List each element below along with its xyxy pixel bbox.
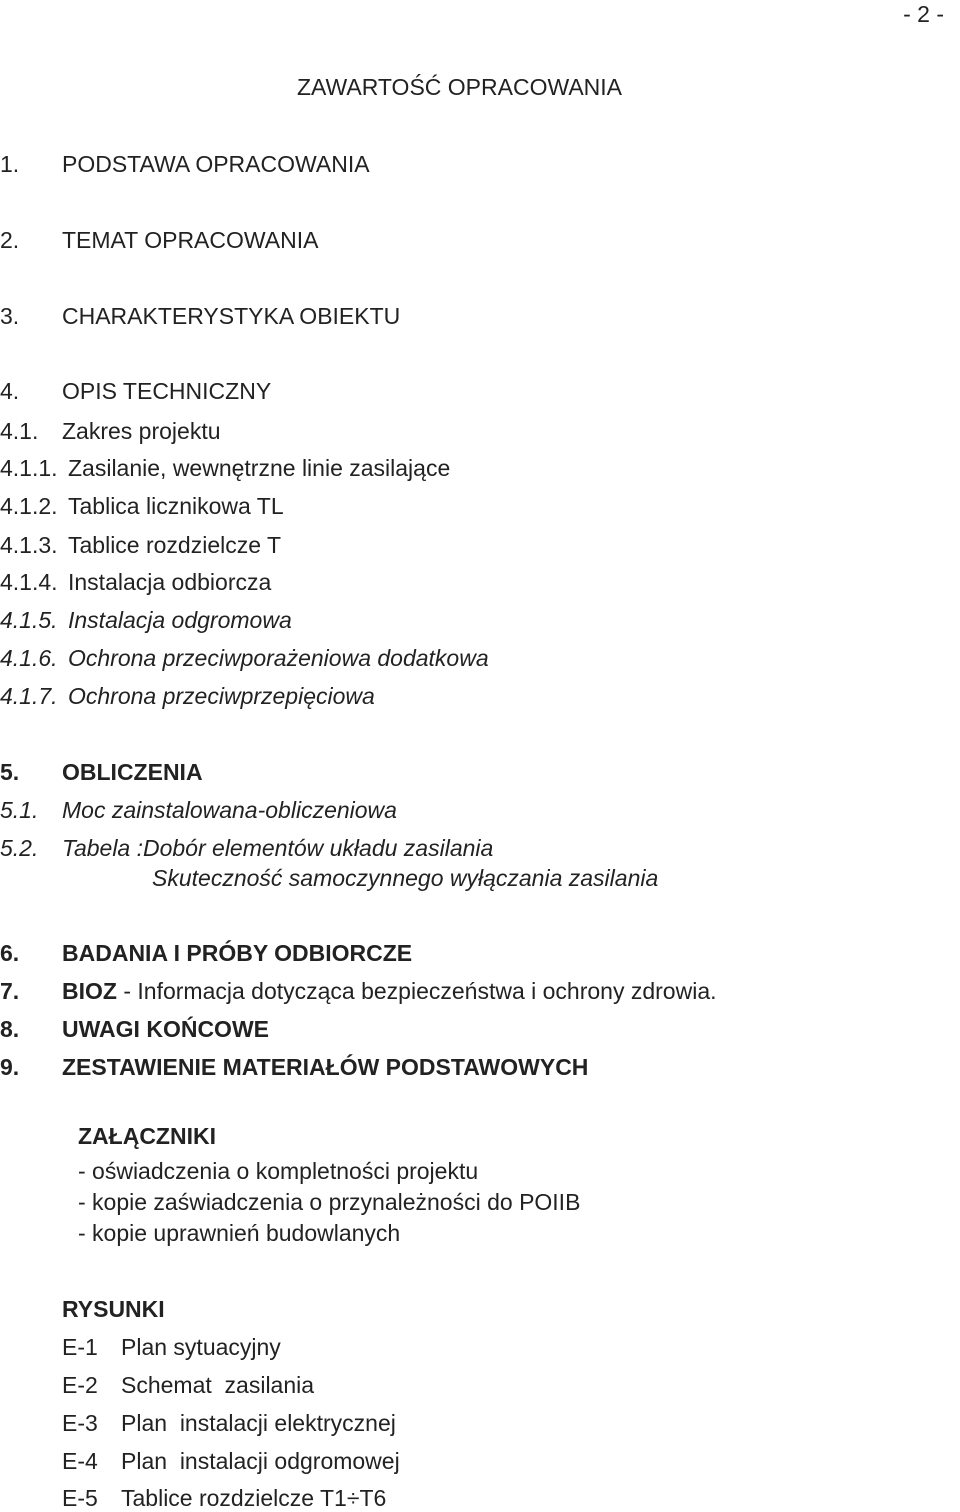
document-title: ZAWARTOŚĆ OPRACOWANIA xyxy=(297,74,623,100)
drawing-code: E-3 xyxy=(62,1410,98,1436)
toc-text: Tablice rozdzielcze T xyxy=(68,532,282,558)
toc-number: 7. xyxy=(0,978,20,1004)
drawing-title: Schemat zasilania xyxy=(121,1372,315,1398)
toc-text-bold: BIOZ xyxy=(62,978,117,1004)
toc-text: CHARAKTERYSTYKA OBIEKTU xyxy=(62,303,401,329)
toc-number: 4. xyxy=(0,378,20,404)
toc-text xyxy=(62,977,717,1005)
toc-number: 3. xyxy=(0,303,20,329)
toc-number: 9. xyxy=(0,1054,20,1080)
toc-text: OBLICZENIA xyxy=(62,759,203,785)
drawing-title: Plan instalacji odgromowej xyxy=(121,1448,400,1474)
toc-number: 5. xyxy=(0,759,20,785)
toc-number: 4.1.5. xyxy=(0,607,58,633)
toc-number: 1. xyxy=(0,151,20,177)
drawing-title: Tablice rozdzielcze T1÷T6 xyxy=(121,1485,387,1511)
toc-number: 5.1. xyxy=(0,797,39,823)
drawings-heading: RYSUNKI xyxy=(62,1296,165,1322)
toc-text: Instalacja odbiorcza xyxy=(68,569,272,595)
toc-text: Moc zainstalowana-obliczeniowa xyxy=(62,797,397,823)
toc-number: 2. xyxy=(0,227,20,253)
drawing-code: E-4 xyxy=(62,1448,98,1474)
toc-text: Ochrona przeciwprzepięciowa xyxy=(68,683,375,709)
drawing-code: E-1 xyxy=(62,1334,98,1360)
toc-number: 6. xyxy=(0,940,20,966)
toc-number: 4.1.7. xyxy=(0,683,58,709)
toc-text: Instalacja odgromowa xyxy=(68,607,292,633)
toc-text: Zakres projektu xyxy=(62,418,221,444)
attachment-item: - oświadczenia o kompletności projektu xyxy=(78,1158,479,1184)
toc-number: 4.1.2. xyxy=(0,493,58,519)
drawing-code: E-2 xyxy=(62,1372,98,1398)
drawing-title: Plan instalacji elektrycznej xyxy=(121,1410,396,1436)
toc-text: UWAGI KOŃCOWE xyxy=(62,1016,269,1042)
toc-text: BADANIA I PRÓBY ODBIORCZE xyxy=(62,940,413,966)
toc-text: Ochrona przeciwporażeniowa dodatkowa xyxy=(68,645,489,671)
toc-number: 4.1.4. xyxy=(0,569,58,595)
page-number: - 2 - xyxy=(903,1,944,27)
toc-text: TEMAT OPRACOWANIA xyxy=(62,227,319,253)
attachments-heading: ZAŁĄCZNIKI xyxy=(78,1123,216,1149)
toc-number: 4.1. xyxy=(0,418,39,444)
toc-text: Tabela :Dobór elementów układu zasilania xyxy=(62,835,494,861)
attachment-item: - kopie zaświadczenia o przynależności do POIIB xyxy=(78,1189,581,1215)
toc-number: 4.1.1. xyxy=(0,455,58,481)
toc-text: ZESTAWIENIE MATERIAŁÓW PODSTAWOWYCH xyxy=(62,1054,589,1080)
attachment-item: - kopie uprawnień budowlanych xyxy=(78,1220,401,1246)
toc-item-5-2-continuation: Skuteczność samoczynnego wyłączania zasilania xyxy=(152,865,659,891)
toc-number: 4.1.6. xyxy=(0,645,58,671)
toc-text: PODSTAWA OPRACOWANIA xyxy=(62,151,370,177)
toc-number: 5.2. xyxy=(0,835,39,861)
toc-text: Tablica licznikowa TL xyxy=(68,493,284,519)
toc-number: 8. xyxy=(0,1016,20,1042)
toc-text-rest: - Informacja dotycząca bezpieczeństwa i ochrony zdrowia. xyxy=(116,978,717,1004)
drawing-title: Plan sytuacyjny xyxy=(121,1334,281,1360)
toc-text: OPIS TECHNICZNY xyxy=(62,378,272,404)
drawing-code: E-5 xyxy=(62,1485,98,1511)
toc-number: 4.1.3. xyxy=(0,532,58,558)
toc-text: Zasilanie, wewnętrzne linie zasilające xyxy=(68,455,451,481)
